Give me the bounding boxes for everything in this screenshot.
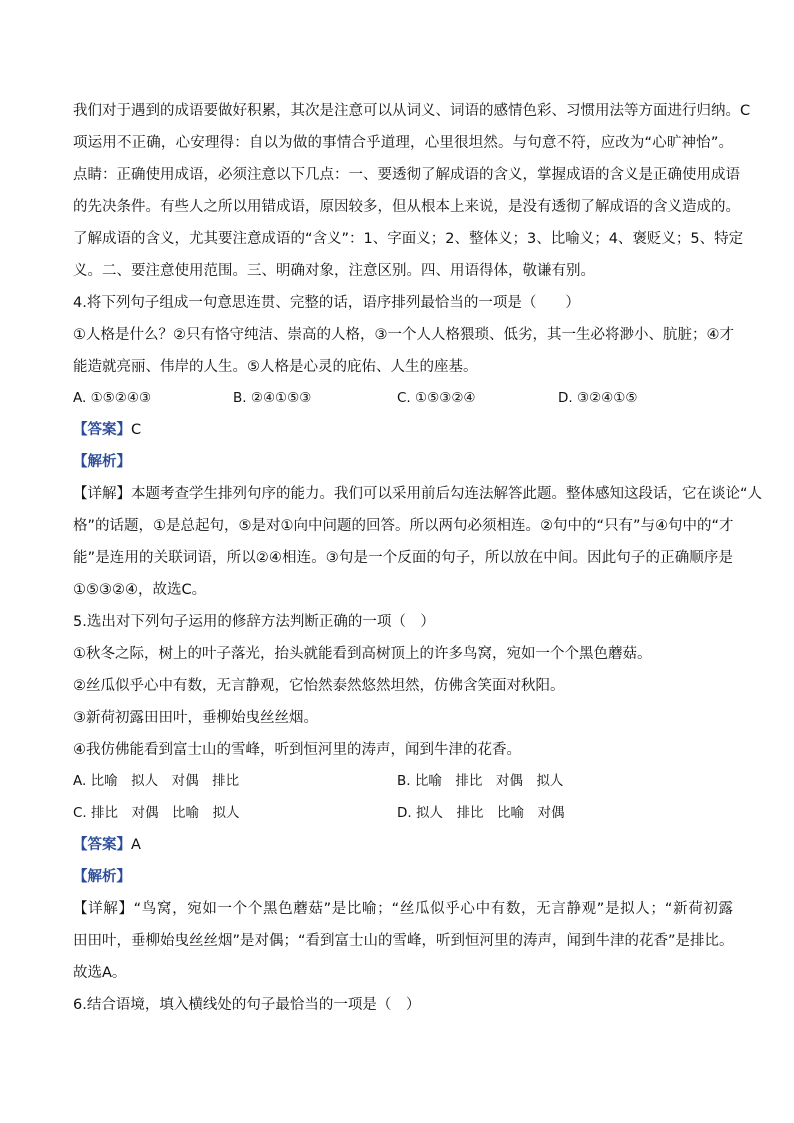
answer-tag: 【答案】 (73, 837, 131, 853)
question-4-stem: 4.将下列句子组成一句意思连贯、完整的话，语序排列最恰当的一项是（ ） (73, 295, 580, 311)
intro-line-5: 了解成语的含义，尤其要注意成语的“含义”：1、字面义；2、整体义；3、比喻义；4、褒贬义；5、特定 (73, 231, 744, 247)
question-5-option-a: A. 比喻 拟人 对偶 排比 (73, 773, 240, 789)
question-5-sentence-1: ①秋冬之际，树上的叶子落光，抬头就能看到高树顶上的许多鸟窝，宛如一个个黑色蘑菇。 (73, 646, 652, 662)
question-5-sentence-2: ②丝瓜似乎心中有数，无言静观，它怡然泰然悠然坦然，仿佛含笑面对秋阳。 (73, 678, 565, 694)
question-4-answer (73, 420, 733, 440)
analysis-tag: 【解析】 (73, 869, 131, 885)
question-4-detail-line-2: 格”的话题，①是总起句，⑤是对①向中问题的回答。所以两句必须相连。②句中的“只有”与④句中的“才 (73, 518, 734, 534)
detail-text: “鸟窝，宛如一个个黑色蘑菇”是比喻；“丝瓜似乎心中有数，无言静观”是拟人；“新荷初露 (133, 901, 734, 917)
intro-line-2: 项运用不正确，心安理得：自以为做的事情合乎道理，心里很坦然。与句意不符，应改为“心旷神怡”。 (73, 135, 733, 151)
intro-line-6: 义。二、要注意使用范围。三、明确对象，注意区别。四、用语得体，敬谦有别。 (73, 263, 595, 279)
intro-line-1: 我们对于遇到的成语要做好积累，其次是注意可以从词义、词语的感情色彩、习惯用法等方面进行归纳。C (73, 103, 751, 119)
intro-line-3: 点睛：正确使用成语，必须注意以下几点：一、要透彻了解成语的含义，掌握成语的含义是正确使用成语 (73, 167, 740, 183)
question-5-option-b: B. 比喻 排比 对偶 拟人 (397, 773, 564, 789)
answer-tag: 【答案】 (73, 422, 131, 438)
question-5-answer (73, 835, 733, 855)
detail-text: 本题考查学生排列句序的能力。我们可以采用前后勾连法解答此题。整体感知这段话，它在谈论“人 (131, 486, 763, 502)
detail-tag: 【详解】 (73, 486, 131, 502)
question-5-detail-line-1 (73, 899, 733, 919)
question-4-option-c: C. ①⑤③②④ (397, 390, 476, 406)
question-4-option-d: D. ③②④①⑤ (558, 390, 638, 406)
detail-tag: 【详解】 (73, 901, 134, 917)
question-5-sentence-3: ③新荷初露田田叶，垂柳始曳丝丝烟。 (73, 710, 318, 726)
intro-line-4: 的先决条件。有些人之所以用错成语，原因较多，但从根本上来说，是没有透彻了解成语的含义造成的。 (73, 199, 740, 215)
question-4-detail-line-4: ①⑤③②④，故选C。 (73, 582, 207, 598)
question-4-text-line-2: 能造就亮丽、伟岸的人生。⑤人格是心灵的庇佑、人生的座基。 (73, 359, 478, 375)
question-5-option-c: C. 排比 对偶 比喻 拟人 (73, 805, 240, 821)
question-4-analysis-tag (73, 452, 733, 472)
question-5-detail-line-2: 田田叶，垂柳始曳丝丝烟”是对偶；“看到富士山的雪峰，听到恒河里的涛声，闻到牛津的花香”是排比。 (73, 933, 734, 949)
question-5-stem: 5.选出对下列句子运用的修辞方法判断正确的一项（ ） (73, 614, 435, 630)
question-5-option-d: D. 拟人 排比 比喻 对偶 (397, 805, 565, 821)
answer-value: C (131, 422, 142, 438)
question-4-option-a: A. ①⑤②④③ (73, 390, 152, 406)
question-4-text-line-1: ①人格是什么？②只有恪守纯洁、崇高的人格，③一个人人格猥琐、低劣，其一生必将渺小、肮脏；④才 (73, 327, 734, 343)
question-5-analysis-tag (73, 867, 733, 887)
question-4-detail-line-1 (73, 484, 763, 504)
analysis-tag: 【解析】 (73, 454, 131, 470)
question-6-stem: 6.结合语境，填入横线处的句子最恰当的一项是（ ） (73, 997, 421, 1013)
question-4-detail-line-3: 能”是连用的关联词语，所以②④相连。③句是一个反面的句子，所以放在中间。因此句子的正确顺序是 (73, 550, 733, 566)
question-5-sentence-4: ④我仿佛能看到富士山的雪峰，听到恒河里的涛声，闻到牛津的花香。 (73, 742, 521, 758)
answer-value: A (131, 837, 141, 853)
question-5-detail-line-3: 故选A。 (73, 965, 127, 981)
question-4-option-b: B. ②④①⑤③ (233, 390, 312, 406)
